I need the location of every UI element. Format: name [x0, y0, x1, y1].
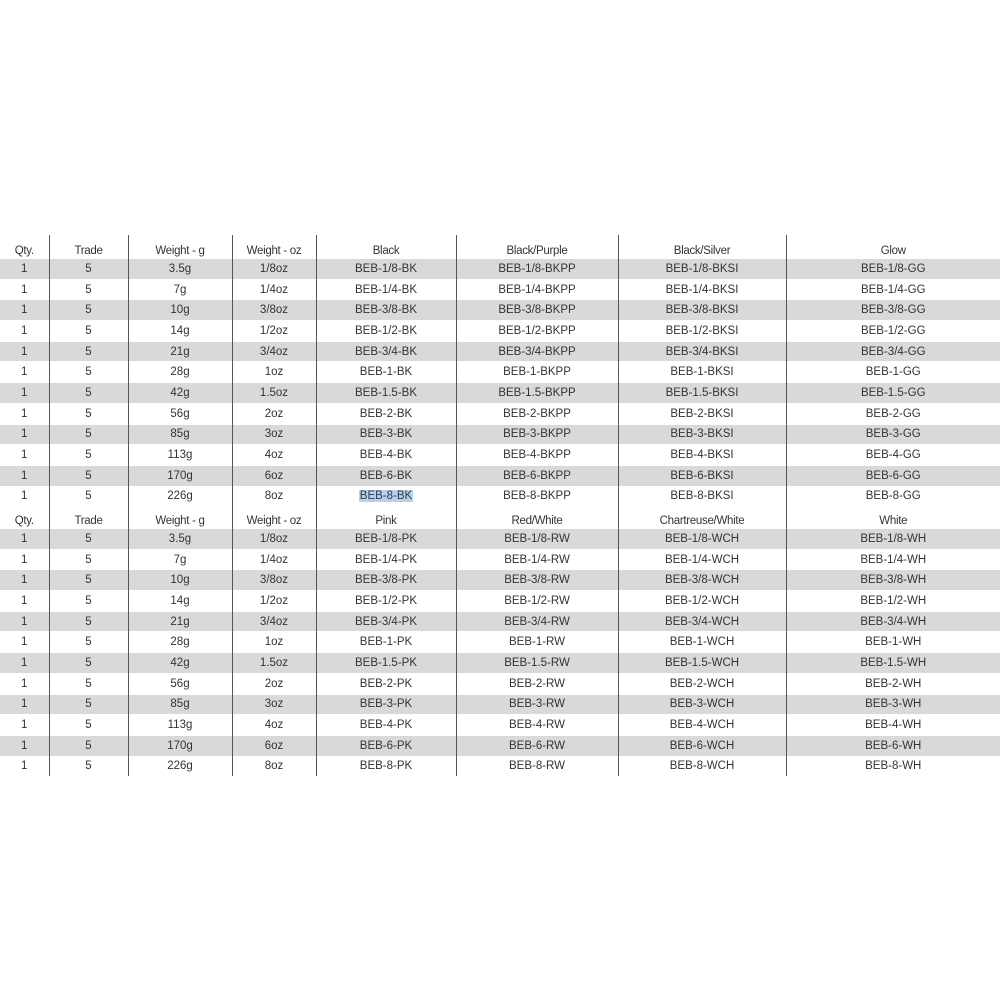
table-cell: BEB-1/8-GG [786, 259, 1000, 280]
table-row [0, 445, 1000, 466]
table-cell: 113g [128, 715, 232, 736]
table-cell: BEB-1.5-PK [316, 653, 456, 674]
table-cell: BEB-6-BK [316, 465, 456, 486]
table-cell: 1 [0, 445, 49, 466]
table-cell: 1 [0, 300, 49, 321]
table-cell: 3.5g [128, 529, 232, 550]
table-cell: 1/8oz [232, 529, 316, 550]
column-header: Qty. [14, 245, 34, 257]
table-cell: 1 [0, 486, 49, 506]
table-cell: BEB-4-WCH [618, 715, 786, 736]
table-cell: 5 [49, 279, 128, 300]
table-row [0, 486, 1000, 506]
column-header: White [786, 505, 1000, 529]
table-cell: 170g [128, 465, 232, 486]
table-cell: 1 [0, 632, 49, 653]
table-cell: 1 [0, 611, 49, 632]
table-cell: 3/4oz [232, 611, 316, 632]
table-cell: 6oz [232, 465, 316, 486]
column-header: Black/Silver [618, 235, 786, 259]
table-cell: 1 [0, 591, 49, 612]
table-cell: BEB-8-GG [786, 486, 1000, 506]
column-header: Black/Purple [456, 235, 618, 259]
table-cell: BEB-4-WH [786, 715, 1000, 736]
table-cell: 14g [128, 321, 232, 342]
table-cell: BEB-1/4-BKPP [456, 279, 618, 300]
table-cell: 85g [128, 424, 232, 445]
table-cell: BEB-4-GG [786, 445, 1000, 466]
table-cell: BEB-3/4-BKPP [456, 341, 618, 362]
table-cell: BEB-3-RW [456, 694, 618, 715]
table-row [0, 756, 1000, 776]
table-cell: BEB-8-BKPP [456, 486, 618, 506]
column-header: Trade [49, 235, 128, 259]
table-cell: 5 [49, 570, 128, 591]
table-cell: BEB-3-WCH [618, 694, 786, 715]
table-cell: 5 [49, 735, 128, 756]
table-cell: BEB-2-BKPP [456, 403, 618, 424]
table-cell: BEB-3/4-GG [786, 341, 1000, 362]
table-cell: 170g [128, 735, 232, 756]
table-cell: BEB-1/8-WCH [618, 529, 786, 550]
table-cell: 1 [0, 653, 49, 674]
column-header: Weight - oz [232, 235, 316, 259]
table-cell: 1 [0, 279, 49, 300]
table-cell: 5 [49, 673, 128, 694]
table-cell: 5 [49, 756, 128, 776]
table-cell: BEB-1/2-WCH [618, 591, 786, 612]
table-cell: BEB-1-GG [786, 362, 1000, 383]
table-row [0, 570, 1000, 591]
column-header: Chartreuse/White [618, 505, 786, 529]
table-cell: BEB-4-BKSI [618, 445, 786, 466]
column-header: Weight - oz [232, 505, 316, 529]
table-cell: 28g [128, 632, 232, 653]
table-cell: 6oz [232, 735, 316, 756]
column-header: Weight - g [128, 505, 232, 529]
table-cell: 5 [49, 611, 128, 632]
table-cell: 8oz [232, 486, 316, 506]
column-header: Black [316, 235, 456, 259]
column-header: Pink [316, 505, 456, 529]
table-cell: 8oz [232, 756, 316, 776]
table-row [0, 424, 1000, 445]
table-cell: BEB-2-WCH [618, 673, 786, 694]
table-cell: BEB-1/8-RW [456, 529, 618, 550]
column-header: Weight - g [128, 235, 232, 259]
table-cell: BEB-1.5-BKPP [456, 383, 618, 404]
table-row [0, 735, 1000, 756]
table-cell: 1/4oz [232, 279, 316, 300]
table-cell: BEB-4-PK [316, 715, 456, 736]
table-cell: 5 [49, 715, 128, 736]
table-cell: BEB-3-WH [786, 694, 1000, 715]
table-cell: 1/2oz [232, 591, 316, 612]
table-row [0, 465, 1000, 486]
table-cell: 1 [0, 465, 49, 486]
table-cell: BEB-1-WCH [618, 632, 786, 653]
product-table-1 [0, 235, 1000, 506]
table-cell: BEB-3/8-WH [786, 570, 1000, 591]
table-cell: 1 [0, 673, 49, 694]
table-cell: 42g [128, 653, 232, 674]
table-cell: BEB-1/2-PK [316, 591, 456, 612]
table-cell: 5 [49, 383, 128, 404]
table-cell: BEB-3-BK [316, 424, 456, 445]
table-cell: 56g [128, 403, 232, 424]
table-row [0, 362, 1000, 383]
table-cell: BEB-1.5-RW [456, 653, 618, 674]
table-cell: BEB-3/8-BKSI [618, 300, 786, 321]
table-row [0, 632, 1000, 653]
table-cell: BEB-1/2-RW [456, 591, 618, 612]
table-cell: 5 [49, 424, 128, 445]
table-cell: BEB-4-BKPP [456, 445, 618, 466]
table-cell: BEB-1-BKSI [618, 362, 786, 383]
table-cell: BEB-1/2-WH [786, 591, 1000, 612]
table-row [0, 653, 1000, 674]
table-cell: BEB-6-WCH [618, 735, 786, 756]
table-cell: 226g [128, 756, 232, 776]
table-cell: BEB-1/8-PK [316, 529, 456, 550]
table-cell: 5 [49, 529, 128, 550]
table-cell: BEB-1-BK [316, 362, 456, 383]
table-cell: 5 [49, 653, 128, 674]
table-cell: BEB-1/2-BKSI [618, 321, 786, 342]
table-cell: 1 [0, 549, 49, 570]
table-row [0, 591, 1000, 612]
table-cell: BEB-6-RW [456, 735, 618, 756]
table-cell: BEB-3/4-WH [786, 611, 1000, 632]
table-cell: 1 [0, 694, 49, 715]
product-table-2 [0, 505, 1000, 776]
table-cell: BEB-1/4-WH [786, 549, 1000, 570]
table-cell: 5 [49, 465, 128, 486]
table-cell: BEB-1/4-PK [316, 549, 456, 570]
table-cell: BEB-1-RW [456, 632, 618, 653]
header-row [0, 505, 1000, 529]
table-cell: BEB-1.5-WH [786, 653, 1000, 674]
table-cell: BEB-3-GG [786, 424, 1000, 445]
table-cell: 1 [0, 529, 49, 550]
column-header: Red/White [456, 505, 618, 529]
table-cell: 5 [49, 259, 128, 280]
table-cell: 7g [128, 279, 232, 300]
table-cell: BEB-1/4-WCH [618, 549, 786, 570]
table-cell: 1.5oz [232, 653, 316, 674]
table-cell: BEB-2-WH [786, 673, 1000, 694]
table-cell: 21g [128, 341, 232, 362]
table-cell: 1.5oz [232, 383, 316, 404]
table-cell: BEB-2-BKSI [618, 403, 786, 424]
table-cell: 5 [49, 321, 128, 342]
table-cell: 2oz [232, 673, 316, 694]
table-cell: BEB-8-PK [316, 756, 456, 776]
table-cell: 1/8oz [232, 259, 316, 280]
table-cell: BEB-2-RW [456, 673, 618, 694]
table-row [0, 529, 1000, 550]
table-cell: 4oz [232, 715, 316, 736]
table-cell: 21g [128, 611, 232, 632]
table-cell: 5 [49, 362, 128, 383]
table-cell: BEB-3/8-BKPP [456, 300, 618, 321]
table-cell: 5 [49, 694, 128, 715]
table-cell: BEB-1/4-BK [316, 279, 456, 300]
table-cell: BEB-2-PK [316, 673, 456, 694]
table-cell: BEB-3/8-WCH [618, 570, 786, 591]
table-cell: 1 [0, 756, 49, 776]
table-cell: BEB-8-BKSI [618, 486, 786, 506]
table-row [0, 300, 1000, 321]
table-cell: 2oz [232, 403, 316, 424]
table-cell: BEB-1/4-RW [456, 549, 618, 570]
table-cell: 5 [49, 341, 128, 362]
table-cell: BEB-3-BKSI [618, 424, 786, 445]
table-cell: 14g [128, 591, 232, 612]
table-cell: 5 [49, 445, 128, 466]
table-cell: 4oz [232, 445, 316, 466]
table-cell: 1 [0, 321, 49, 342]
table-cell: 1 [0, 403, 49, 424]
table-cell: BEB-3/8-GG [786, 300, 1000, 321]
table-cell: 56g [128, 673, 232, 694]
table-cell: BEB-1/2-BK [316, 321, 456, 342]
table-cell: 5 [49, 591, 128, 612]
table-row [0, 694, 1000, 715]
table-cell: BEB-2-BK [316, 403, 456, 424]
table-cell: BEB-6-GG [786, 465, 1000, 486]
table-cell: BEB-3/4-WCH [618, 611, 786, 632]
table-cell: 113g [128, 445, 232, 466]
table-cell: BEB-3-PK [316, 694, 456, 715]
table-cell: 3/8oz [232, 570, 316, 591]
table-cell: BEB-1.5-WCH [618, 653, 786, 674]
table-cell: 10g [128, 300, 232, 321]
table-cell: 1 [0, 424, 49, 445]
table-cell: 3/4oz [232, 341, 316, 362]
table-cell: BEB-2-GG [786, 403, 1000, 424]
header-row [0, 235, 1000, 259]
table-cell: 5 [49, 300, 128, 321]
table-cell: 1 [0, 383, 49, 404]
table-cell: BEB-4-BK [316, 445, 456, 466]
table-cell: 1oz [232, 362, 316, 383]
table-cell: BEB-1/8-WH [786, 529, 1000, 550]
table-row [0, 321, 1000, 342]
table-cell: BEB-1/4-GG [786, 279, 1000, 300]
table-cell: BEB-8-RW [456, 756, 618, 776]
table-cell: 1 [0, 735, 49, 756]
table-cell: BEB-3-BKPP [456, 424, 618, 445]
table-cell: BEB-6-BKSI [618, 465, 786, 486]
table-cell: BEB-3/4-BK [316, 341, 456, 362]
table-cell: 1/2oz [232, 321, 316, 342]
table-cell: BEB-3/8-BK [316, 300, 456, 321]
table-cell: 10g [128, 570, 232, 591]
table-cell: BEB-1/4-BKSI [618, 279, 786, 300]
table-cell: 3.5g [128, 259, 232, 280]
table-cell: BEB-8-WH [786, 756, 1000, 776]
table-cell: 1oz [232, 632, 316, 653]
table-cell: BEB-1/2-GG [786, 321, 1000, 342]
table-cell: 5 [49, 549, 128, 570]
table-cell: 3oz [232, 424, 316, 445]
table-cell: 1 [0, 341, 49, 362]
column-header: Qty. [14, 515, 34, 527]
table-cell: 85g [128, 694, 232, 715]
table-row [0, 259, 1000, 280]
table-cell: 42g [128, 383, 232, 404]
table-row [0, 403, 1000, 424]
table-cell: BEB-3/4-RW [456, 611, 618, 632]
table-cell: BEB-8-WCH [618, 756, 786, 776]
table-cell: BEB-1-PK [316, 632, 456, 653]
table-cell: 7g [128, 549, 232, 570]
table-row [0, 715, 1000, 736]
table-row [0, 279, 1000, 300]
table-row [0, 383, 1000, 404]
table-cell: BEB-1-BKPP [456, 362, 618, 383]
selected-text[interactable]: BEB-8-BK [359, 490, 413, 503]
table-cell: 5 [49, 486, 128, 506]
table-row [0, 673, 1000, 694]
table-cell: BEB-1/8-BKPP [456, 259, 618, 280]
table-cell: BEB-1.5-BKSI [618, 383, 786, 404]
table-cell: BEB-3/4-BKSI [618, 341, 786, 362]
table-cell: BEB-1.5-GG [786, 383, 1000, 404]
table-cell: BEB-1/8-BK [316, 259, 456, 280]
table-cell: BEB-1/2-BKPP [456, 321, 618, 342]
table-cell: 3/8oz [232, 300, 316, 321]
table-cell [316, 486, 456, 506]
column-header: Trade [49, 505, 128, 529]
column-header: Glow [786, 235, 1000, 259]
table-cell: BEB-6-BKPP [456, 465, 618, 486]
table-cell: 5 [49, 403, 128, 424]
table-cell: 5 [49, 632, 128, 653]
table-cell: 1 [0, 715, 49, 736]
table-cell: 1 [0, 259, 49, 280]
table-cell: 1 [0, 362, 49, 383]
table-cell: BEB-4-RW [456, 715, 618, 736]
table-cell: 3oz [232, 694, 316, 715]
table-cell: BEB-1.5-BK [316, 383, 456, 404]
table-cell: BEB-6-WH [786, 735, 1000, 756]
table-cell: BEB-3/4-PK [316, 611, 456, 632]
table-cell: BEB-1-WH [786, 632, 1000, 653]
table-row [0, 549, 1000, 570]
table-cell: 1 [0, 570, 49, 591]
table-cell: BEB-1/8-BKSI [618, 259, 786, 280]
table-cell: 1/4oz [232, 549, 316, 570]
table-cell: BEB-3/8-PK [316, 570, 456, 591]
table-cell: 28g [128, 362, 232, 383]
table-row [0, 341, 1000, 362]
table-cell: BEB-3/8-RW [456, 570, 618, 591]
table-cell: BEB-6-PK [316, 735, 456, 756]
table-row [0, 611, 1000, 632]
table-cell: 226g [128, 486, 232, 506]
